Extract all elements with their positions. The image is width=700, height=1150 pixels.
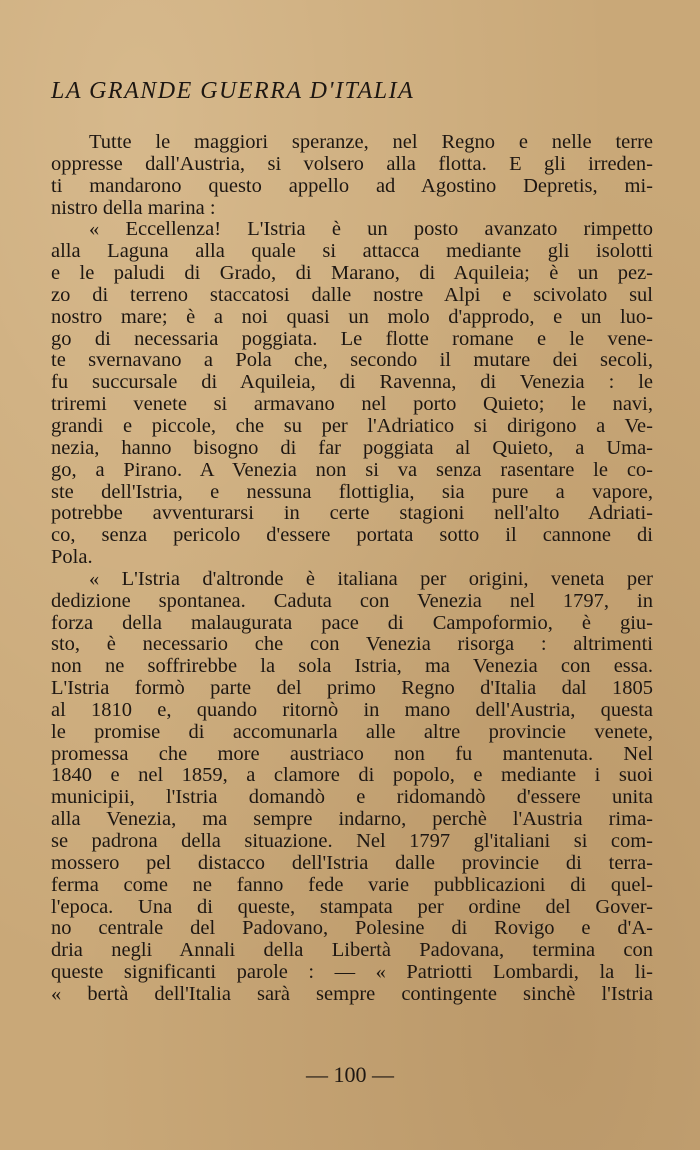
text-line: ti mandarono questo appello ad Agostino Depretis, mi- [51,174,653,197]
text-line: se padrona della situazione. Nel 1797 gl'italiani si com- [51,830,653,852]
text-line: no centrale del Padovano, Polesine di Rovigo e d'A- [51,917,653,940]
text-line: « bertà dell'Italia sarà sempre contingente sinchè l'Istria [51,982,653,1005]
text-line: dedizione spontanea. Caduta con Venezia nel 1797, in [51,589,653,612]
text-line: le promise di accomunarla alle altre provincie venete, [51,720,653,743]
running-head: LA GRANDE GUERRA D'ITALIA [51,78,415,104]
body-text [51,132,653,1006]
text-line: co, senza pericolo d'essere portata sotto il cannone di [51,524,653,547]
text-line: nistro della marina : [51,196,216,219]
text-line: alla Laguna alla quale si attacca mediante gli isolotti [51,240,653,263]
text-line: Pola. [51,546,93,569]
text-line: « Eccellenza! L'Istria è un posto avanzato rimpetto [89,218,653,241]
text-line: « L'Istria d'altronde è italiana per origini, veneta per [89,567,653,590]
text-line: ste dell'Istria, e nessuna flottiglia, sia pure a vapore, [51,480,653,503]
text-line: potrebbe avventurarsi in certe stagioni nell'alto Adriati- [51,502,653,525]
text-line: te svernavano a Pola che, secondo il mutare dei secoli, [51,349,653,372]
text-line: mossero pel distacco dell'Istria dalle provincie di terra- [51,851,653,874]
text-line: fu succursale di Aquileia, di Ravenna, di Venezia : le [51,371,653,394]
text-line: sto, è necessario che con Venezia risorga : altrimenti [51,633,653,656]
text-line: oppresse dall'Austria, si volsero alla flotta. E gli irreden- [51,152,653,175]
text-line: grandi e piccole, che su per l'Adriatico si dirigono a Ve- [51,414,653,437]
text-line: 1840 e nel 1859, a clamore di popolo, e mediante i suoi [51,764,653,787]
text-line: Tutte le maggiori speranze, nel Regno e nelle terre [89,131,653,153]
text-line: triremi venete si armavano nel porto Quieto; le navi, [51,393,653,416]
text-line: alla Venezia, ma sempre indarno, perchè l'Austria rima- [51,808,653,831]
text-line: promessa che more austriaco non fu mantenuta. Nel [51,742,653,765]
text-line: l'epoca. Una di queste, stampata per ordine del Gover- [51,895,653,918]
text-line: go, a Pirano. A Venezia non si va senza rasentare le co- [51,458,653,481]
text-line: ferma come ne fanno fede varie pubblicazioni di quel- [51,873,653,896]
text-line: e le paludi di Grado, di Marano, di Aquileia; è un pez- [51,262,653,285]
page-content [51,76,653,1006]
text-line: dria negli Annali della Libertà Padovana, termina con [51,939,653,962]
text-line: al 1810 e, quando ritornò in mano dell'Austria, questa [51,698,653,721]
text-line: non ne soffrirebbe la sola Istria, ma Venezia con essa. [51,655,653,678]
text-line: nezia, hanno bisogno di far poggiata al Quieto, a Uma- [51,436,653,459]
text-line: go di necessaria poggiata. Le flotte romane e le vene- [51,327,653,350]
text-line: nostro mare; è a noi quasi un molo d'approdo, e un luo- [51,305,653,328]
text-line: forza della malaugurata pace di Campoformio, è giu- [51,611,653,634]
text-line: L'Istria formò parte del primo Regno d'Italia dal 1805 [51,677,653,700]
text-line: zo di terreno staccatosi dalle nostre Alpi e scivolato sul [51,283,653,306]
text-line: queste significanti parole : — « Patriotti Lombardi, la li- [51,961,653,984]
page-number: — 100 — [306,1062,394,1087]
text-line: municipii, l'Istria domandò e ridomandò d'essere unita [51,786,653,809]
